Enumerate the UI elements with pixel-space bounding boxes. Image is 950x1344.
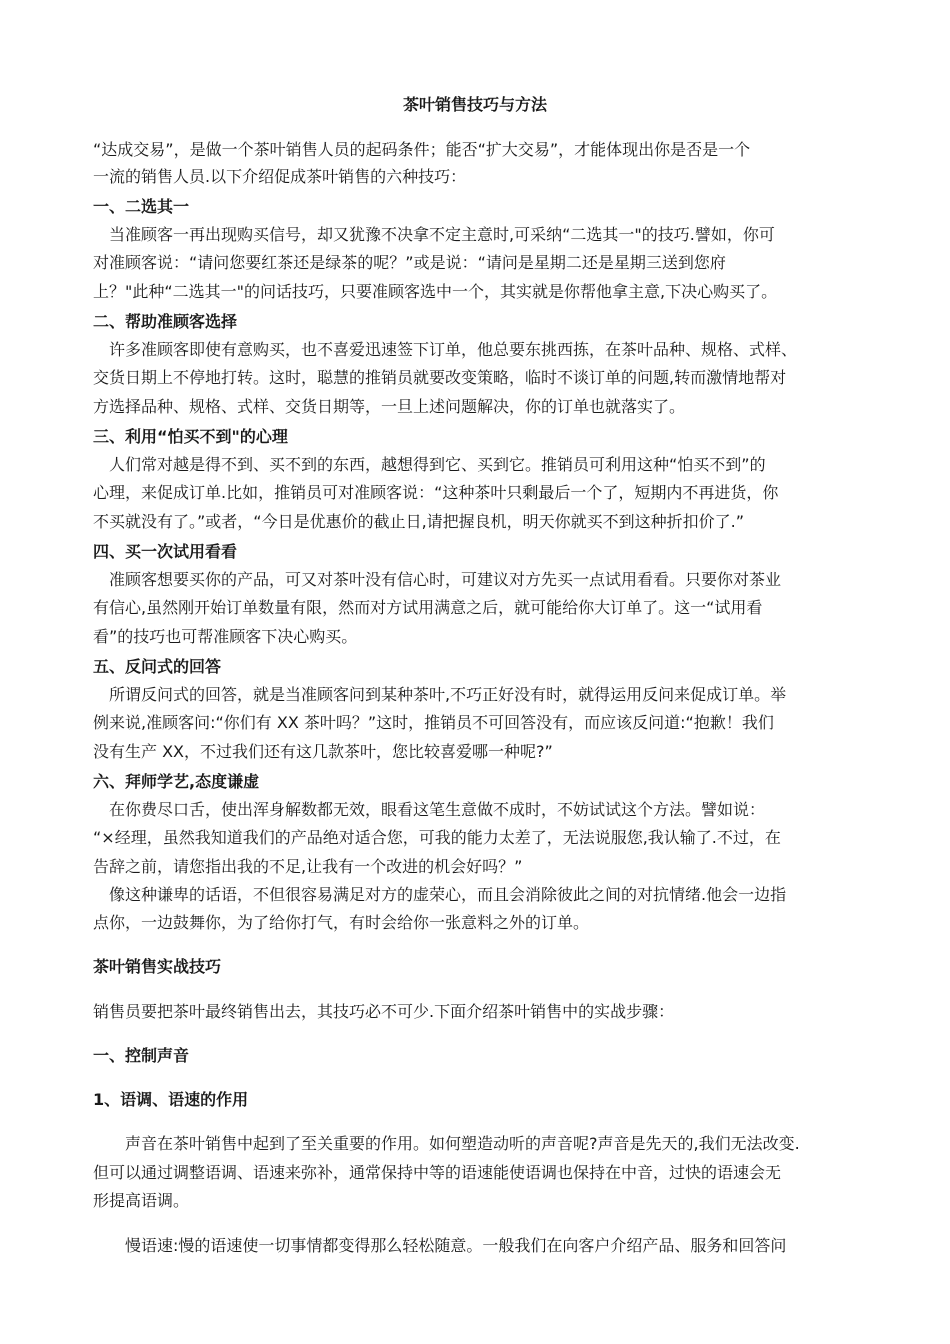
paragraph-line: 不买就没有了。”或者，“今日是优惠价的截止日,请把握良机，明天你就买不到这种折扣价了.”	[93, 512, 745, 531]
paragraph-line: 慢语速:慢的语速使一切事情都变得那么轻松随意。一般我们在向客户介绍产品、服务和回答问	[93, 1236, 787, 1255]
paragraph-line: 交货日期上不停地打转。这时，聪慧的推销员就要改变策略，临时不谈订单的问题,转而激情地帮对	[93, 368, 787, 387]
paragraph-line: 所谓反问式的回答，就是当准顾客问到某种茶叶,不巧正好没有时，就得运用反问来促成订单。举	[93, 685, 787, 704]
paragraph-line: “×经理，虽然我知道我们的产品绝对适合您，可我的能力太差了，无法说服您,我认输了.不过，在	[93, 828, 781, 847]
section-heading: 一、二选其一	[93, 197, 190, 216]
paragraph-line: 准顾客想要买你的产品，可又对茶叶没有信心时，可建议对方先买一点试用看看。只要你对茶业	[93, 570, 782, 589]
paragraph-line: 销售员要把茶叶最终销售出去，其技巧必不可少.下面介绍茶叶销售中的实战步骤：	[93, 1002, 675, 1021]
paragraph-line: 但可以通过调整语调、语速来弥补，通常保持中等的语速能使语调也保持在中音，过快的语速会无	[93, 1163, 782, 1182]
paragraph-line: 告辞之前，请您指出我的不足,让我有一个改进的机会好吗？”	[93, 857, 523, 876]
paragraph-line: 没有生产 XX，不过我们还有这几款茶叶，您比较喜爱哪一种呢?”	[93, 742, 553, 761]
section-heading: 茶叶销售实战技巧	[93, 957, 222, 976]
paragraph-line: 人们常对越是得不到、买不到的东西，越想得到它、买到它。推销员可利用这种“怕买不到”的	[93, 455, 766, 474]
paragraph-line: 对准顾客说：“请问您要红茶还是绿茶的呢？”或是说：“请问是星期二还是星期三送到您府	[93, 253, 726, 272]
paragraph-line: 心理，来促成订单.比如，推销员可对准顾客说：“这种茶叶只剩最后一个了，短期内不再进货，你	[93, 483, 779, 502]
section-heading: 一、控制声音	[93, 1046, 190, 1065]
paragraph-line: 方选择品种、规格、式样、交货日期等，一旦上述问题解决，你的订单也就落实了。	[93, 397, 686, 416]
section-heading: 五、反问式的回答	[93, 657, 222, 676]
paragraph-line: 形提高语调。	[93, 1191, 190, 1210]
paragraph-line: “达成交易”，是做一个茶叶销售人员的起码条件；能否“扩大交易”，才能体现出你是否是一个	[93, 140, 751, 159]
paragraph-line: 例来说,准顾客问:“你们有 XX 茶叶吗？”这时，推销员不可回答没有，而应该反问道:“抱歉！我们	[93, 713, 774, 732]
section-heading: 六、拜师学艺,态度谦虚	[93, 772, 260, 791]
paragraph-line: 点你，一边鼓舞你，为了给你打气，有时会给你一张意料之外的订单。	[93, 913, 590, 932]
paragraph-line: 许多准顾客即使有意购买，也不喜爱迅速签下订单，他总要东挑西拣，在茶叶品种、规格、式样、	[93, 340, 798, 359]
paragraph-line: 当准顾客一再出现购买信号，却又犹豫不决拿不定主意时,可采纳“二选其一"的技巧.譬如，你可	[93, 225, 775, 244]
paragraph-line: 有信心,虽然刚开始订单数量有限，然而对方试用满意之后，就可能给你大订单了。这一“试用看	[93, 598, 763, 617]
paragraph-line: 像这种谦卑的话语，不但很容易满足对方的虚荣心，而且会消除彼此之间的对抗情绪.他会一边指	[93, 885, 787, 904]
paragraph-line: 声音在茶叶销售中起到了至关重要的作用。如何塑造动听的声音呢?声音是先天的,我们无法改变.	[93, 1134, 800, 1153]
paragraph-line: 看”的技巧也可帮准顾客下决心购买。	[93, 627, 358, 646]
paragraph-line: 上？"此种“二选其一"的问话技巧，只要准顾客选中一个，其实就是你帮他拿主意,下决心购买了。	[93, 282, 778, 301]
section-heading: 二、帮助准顾客选择	[93, 312, 238, 331]
paragraph-line: 一流的销售人员.以下介绍促成茶叶销售的六种技巧：	[93, 167, 467, 186]
document-title: 茶叶销售技巧与方法	[402, 95, 547, 114]
section-heading: 1、语调、语速的作用	[93, 1090, 249, 1109]
section-heading: 四、买一次试用看看	[93, 542, 238, 561]
paragraph-line: 在你费尽口舌，使出浑身解数都无效，眼看这笔生意做不成时，不妨试试这个方法。譬如说：	[93, 800, 766, 819]
section-heading: 三、利用“怕买不到"的心理	[93, 427, 288, 446]
